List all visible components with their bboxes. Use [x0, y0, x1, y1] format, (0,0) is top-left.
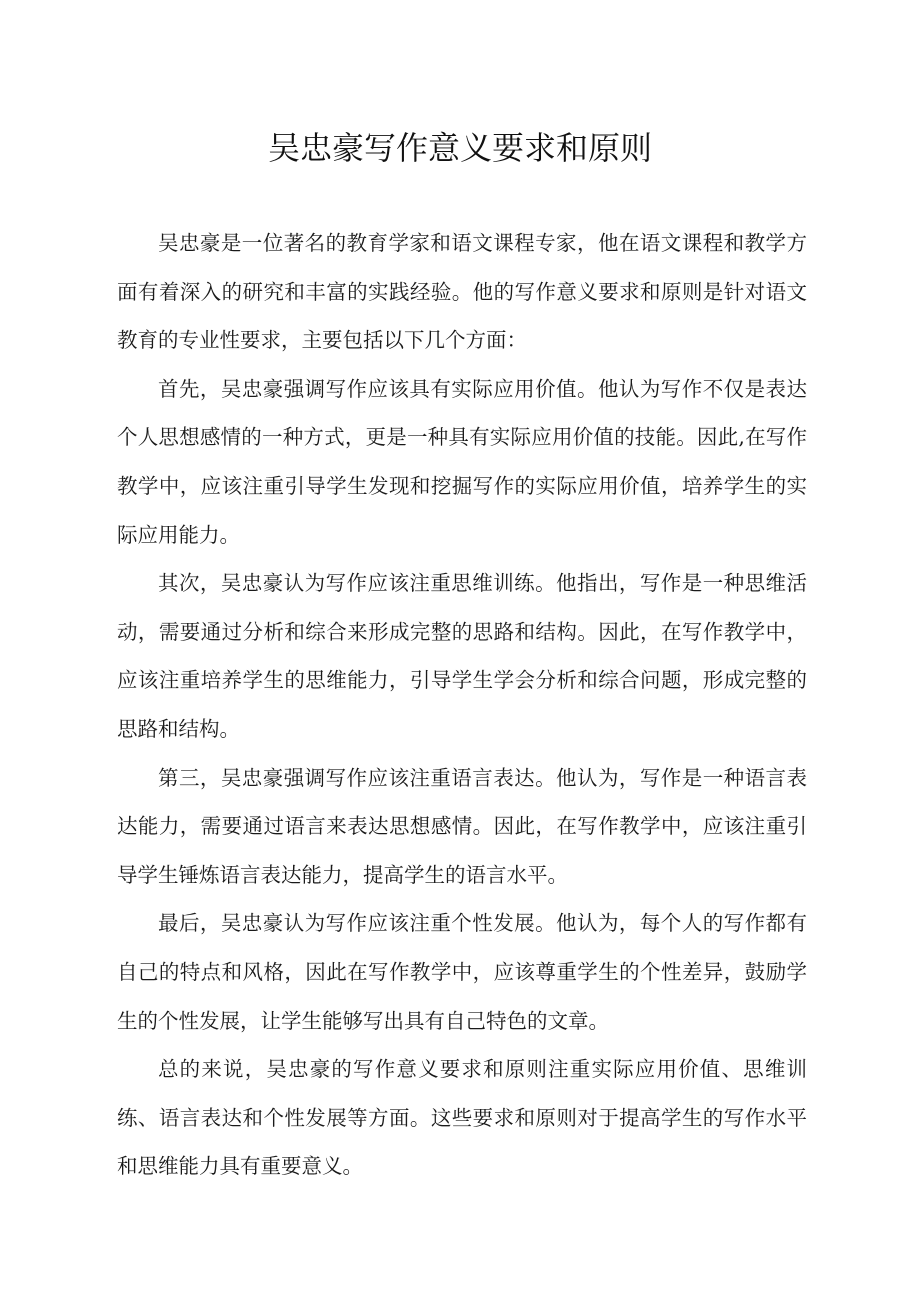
paragraph-third: 第三，吴忠豪强调写作应该注重语言表达。他认为，写作是一种语言表达能力，需要通过语言来表达思想感情。因此，在写作教学中，应该注重引导学生锤炼语言表达能力，提高学生的语言水平。 [117, 765, 807, 887]
paragraph-first: 首先，吴忠豪强调写作应该具有实际应用价值。他认为写作不仅是表达个人思想感情的一种方式，更是一种具有实际应用价值的技能。因此,在写作教学中，应该注重引导学生发现和挖掘写作的实际应用价值，培养学生的实际应用能力。 [117, 376, 807, 547]
paragraph-last: 最后，吴忠豪认为写作应该注重个性发展。他认为，每个人的写作都有自己的特点和风格，因此在写作教学中，应该尊重学生的个性差异，鼓励学生的个性发展，让学生能够写出具有自己特色的文章。 [117, 911, 807, 1033]
document-title: 吴忠豪写作意义要求和原则 [267, 129, 652, 167]
paragraph-second: 其次，吴忠豪认为写作应该注重思维训练。他指出，写作是一种思维活动，需要通过分析和综合来形成完整的思路和结构。因此，在写作教学中，应该注重培养学生的思维能力，引导学生学会分析和综合问题，形成完整的思路和结构。 [117, 571, 807, 741]
document-body [117, 219, 807, 1191]
paragraph-conclusion: 总的来说，吴忠豪的写作意义要求和原则注重实际应用价值、思维训练、语言表达和个性发展等方面。这些要求和原则对于提高学生的写作水平和思维能力具有重要意义。 [117, 1057, 807, 1179]
paragraph-intro: 吴忠豪是一位著名的教育学家和语文课程专家，他在语文课程和教学方面有着深入的研究和丰富的实践经验。他的写作意义要求和原则是针对语文教育的专业性要求，主要包括以下几个方面： [117, 231, 807, 353]
